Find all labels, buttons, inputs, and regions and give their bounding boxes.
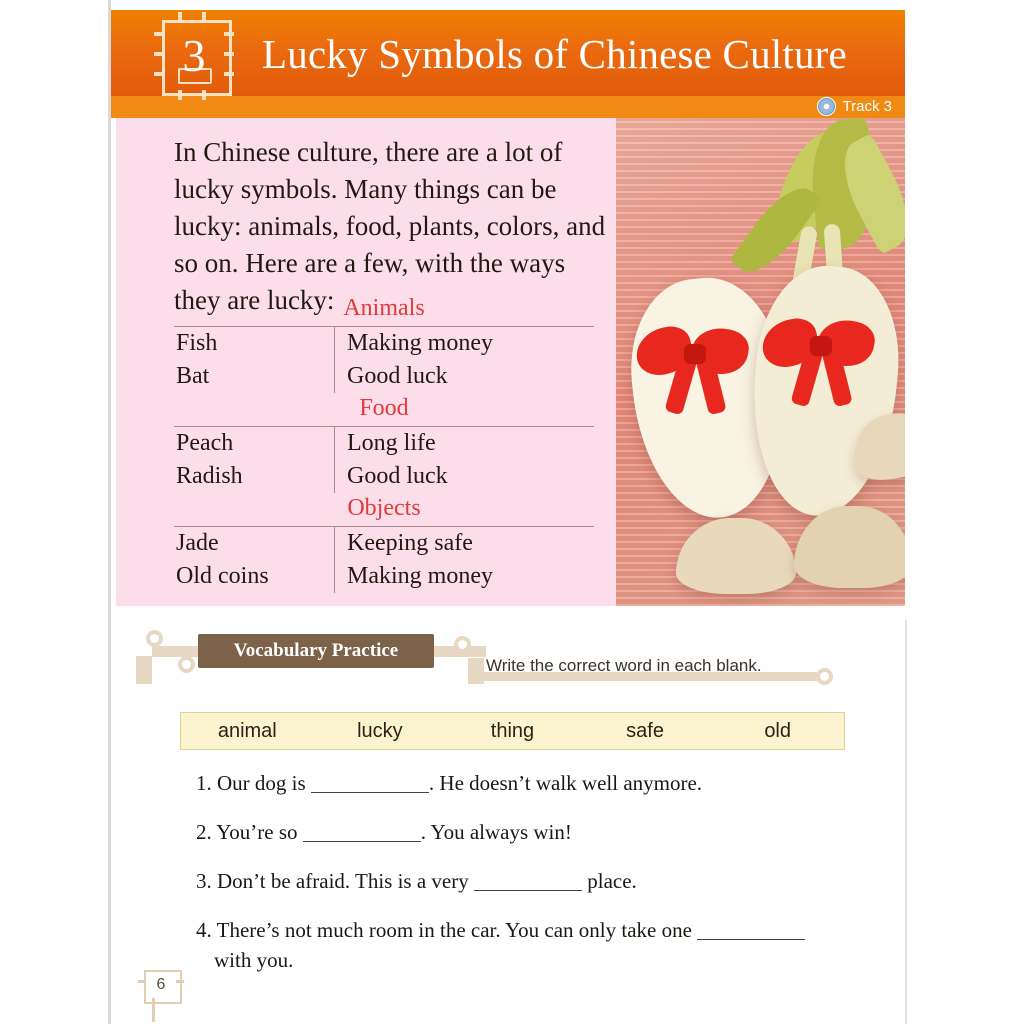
chapter-number-badge [152,12,238,98]
word-bank-item[interactable]: animal [217,719,277,742]
answer-blank[interactable] [697,919,805,940]
banner-dot-icon [146,630,163,647]
page-right-line [905,620,907,1024]
table-row [174,427,594,460]
word-bank-item[interactable]: thing [490,719,535,742]
banner-dot-icon [816,668,833,685]
word-bank-item[interactable]: old [764,719,792,742]
question-text-after: place. [587,869,637,893]
table-group-heading-animals: Animals [174,293,594,327]
word-bank [180,712,845,750]
table-cell-term: Fish [176,330,218,356]
section-label-plate [198,634,434,668]
reading-paragraph: In Chinese culture, there are a lot of lucky symbols. Many things can be lucky: animals, food, plants, colors, and so on. Here are a few, with the ways they are lucky: [174,137,606,315]
word-bank-item[interactable]: lucky [357,719,403,742]
red-bow-icon [762,320,882,384]
reading-panel [116,118,616,606]
banner-dot-icon [454,636,471,653]
chapter-number: 3 [182,30,206,81]
table-cell-term: Bat [176,363,210,389]
word-bank-item[interactable]: safe [626,719,664,742]
lesson-photo [616,118,905,606]
track-label: Track 3 [842,98,892,115]
audio-track-badge [817,97,892,116]
question-number: 2. [196,820,212,844]
cd-icon [817,97,836,116]
table-cell-meaning: Good luck [334,460,594,493]
table-row [174,460,594,493]
table-cell-term: Old coins [176,563,269,589]
table-cell-term: Radish [176,463,243,489]
table-row [174,527,594,560]
table-row [174,560,594,593]
table-cell-meaning: Making money [334,327,594,360]
question-text-before: Don’t be afraid. This is a very [217,869,469,893]
table-group-heading-food: Food [174,393,594,427]
question-number: 4. [196,918,212,942]
question-text-before: There’s not much room in the car. You can only take one [216,918,692,942]
bow-knot [810,336,832,356]
exercise-questions [196,768,856,994]
question-text-before: Our dog is [217,771,306,795]
question-number: 3. [196,869,212,893]
question-item [196,817,856,847]
question-text-after: . You always win! [420,820,572,844]
table-group-heading-objects: Objects [174,493,594,527]
vocabulary-practice-banner [116,620,856,694]
answer-blank[interactable] [311,772,429,793]
answer-blank[interactable] [474,870,582,891]
bow-knot [684,344,706,364]
question-item [196,866,856,896]
table-row [174,327,594,360]
lucky-symbols-table [174,293,594,593]
answer-blank[interactable] [303,821,421,842]
section-label: Vocabulary Practice [233,640,399,661]
red-bow-icon [636,328,756,392]
question-text-after: . He doesn’t walk well anymore. [428,771,703,795]
page-number-badge [138,968,184,1002]
table-row [174,360,594,393]
banner-dot-icon [178,656,195,673]
banner-bar [136,656,152,684]
question-text-continuation: with you. [214,948,294,972]
question-item [196,915,856,975]
table-cell-meaning: Good luck [334,360,594,393]
page-number: 6 [156,976,166,993]
exercise-instruction: Write the correct word in each blank. [486,656,762,675]
question-item [196,768,856,798]
page-spine-line [108,0,111,1024]
table-cell-meaning: Making money [334,560,594,593]
question-text-before: You’re so [216,820,298,844]
table-cell-term: Jade [176,530,219,556]
page-title: Lucky Symbols of Chinese Culture [262,31,847,77]
table-cell-term: Peach [176,430,234,456]
table-cell-meaning: Keeping safe [334,527,594,560]
table-cell-meaning: Long life [334,427,594,460]
question-number: 1. [196,771,212,795]
